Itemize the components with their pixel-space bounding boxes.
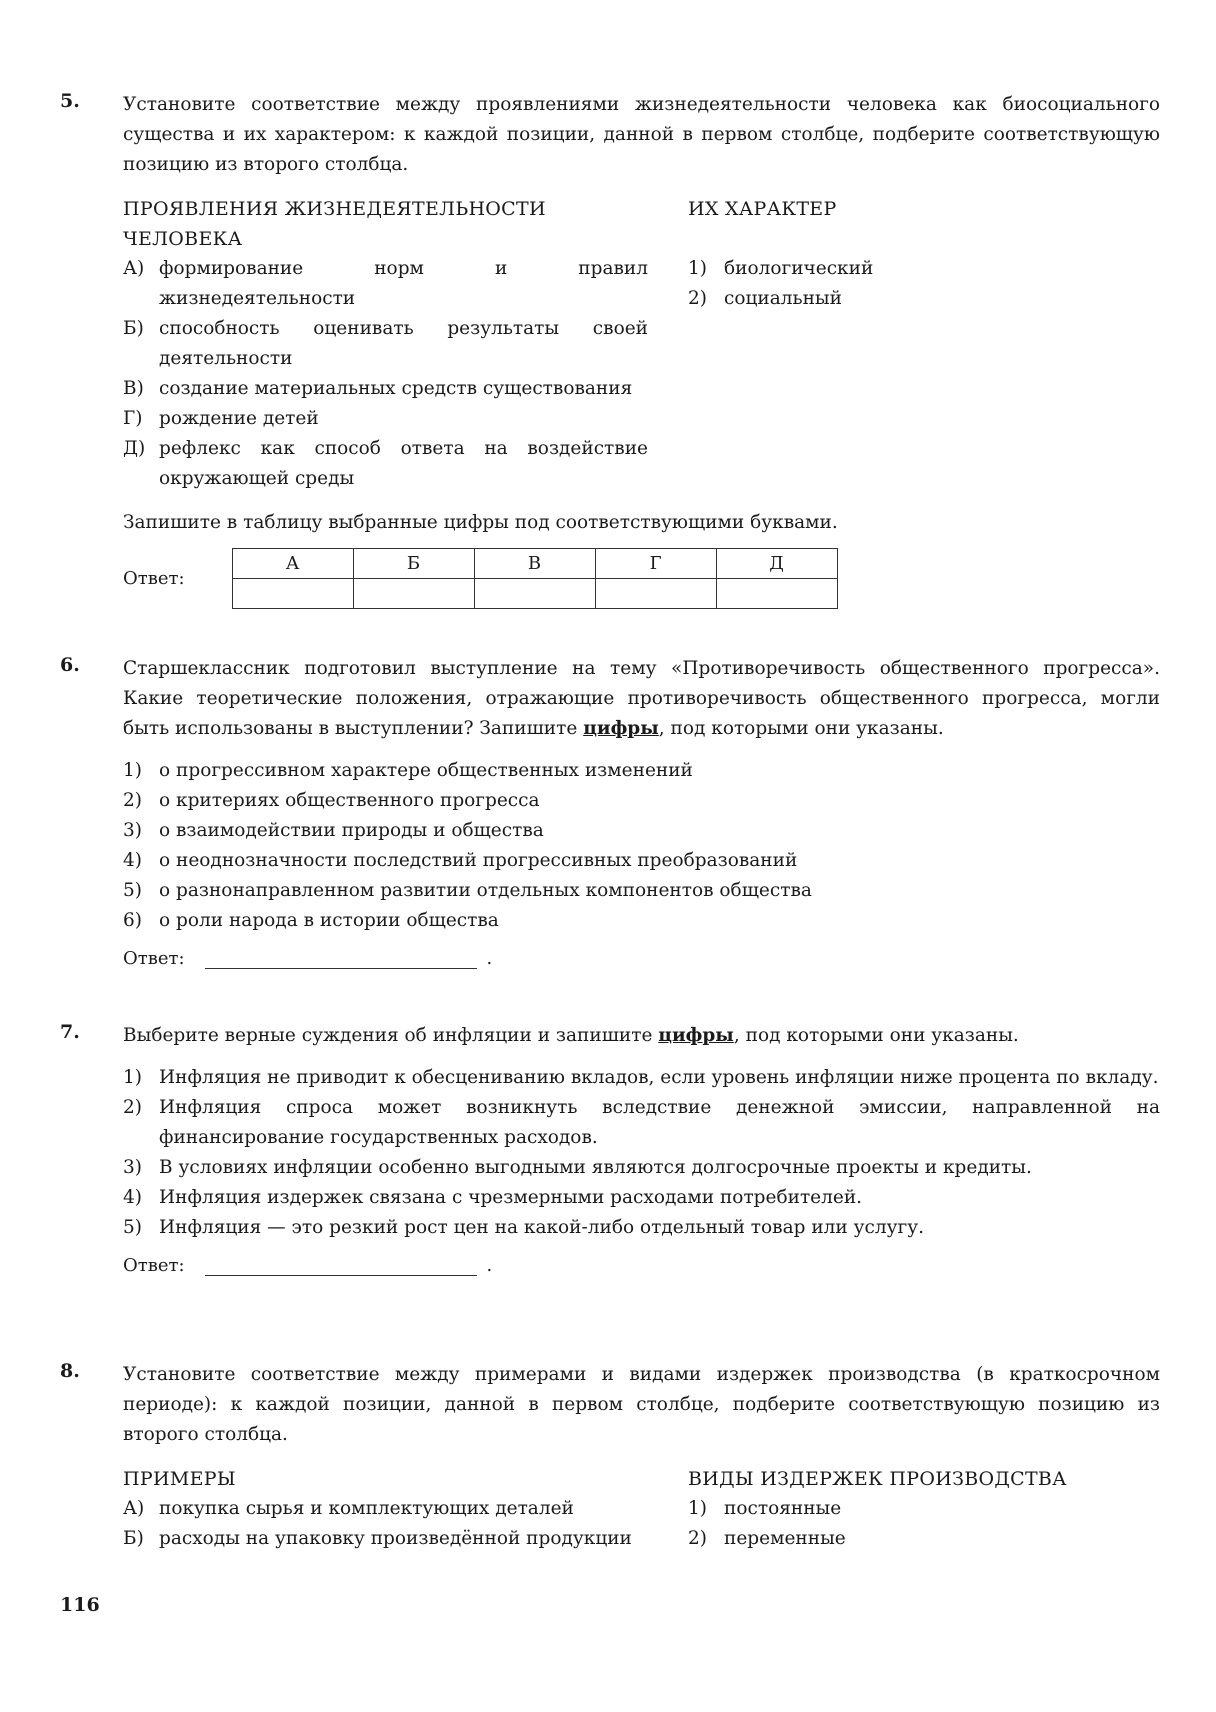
task-stem: Установите соответствие между проявлениями жизнедеятельности человека как биосоциального существа и их характером: к каждой позиции, данной в первом столбце, подберите соответствующую позицию из второго столбца. xyxy=(123,94,1160,175)
answer-label: Ответ: xyxy=(123,1255,185,1276)
stem-bold: цифры xyxy=(583,718,659,739)
item-label: Б) xyxy=(123,318,144,339)
right-column-heading: ВИДЫ ИЗДЕРЖЕК ПРОИЗВОДСТВА xyxy=(688,1468,1067,1490)
answer-cell-d[interactable] xyxy=(716,579,837,609)
task-number: 6. xyxy=(60,654,80,676)
task-6 xyxy=(60,654,1160,969)
item-text: социальный xyxy=(724,288,842,309)
item-text: Инфляция не приводит к обесцениванию вкладов, если уровень инфляции ниже процента по вкладу. xyxy=(159,1067,1159,1088)
item-text: о неоднозначности последствий прогрессивных преобразований xyxy=(159,850,798,871)
task-stem: Установите соответствие между примерами и видами издержек производства (в краткосрочном периоде): к каждой позиции, данной в первом столбце, подберите соответствующую позицию из второго столбца. xyxy=(123,1364,1160,1445)
list-item xyxy=(123,876,1160,906)
item-label: Б) xyxy=(123,1528,144,1549)
list-item xyxy=(123,404,648,434)
item-label: Д) xyxy=(123,438,146,459)
item-text: расходы на упаковку произведённой продукции xyxy=(159,1528,632,1549)
task-number: 8. xyxy=(60,1360,80,1382)
item-text: переменные xyxy=(724,1528,846,1549)
answer-area xyxy=(123,548,1160,609)
task-number: 7. xyxy=(60,1021,80,1043)
list-item xyxy=(123,374,648,404)
list-item xyxy=(123,254,648,314)
item-label: 2) xyxy=(123,790,142,811)
left-column-heading: ПРИМЕРЫ xyxy=(123,1468,236,1490)
item-label: А) xyxy=(123,1498,145,1519)
answer-field[interactable] xyxy=(205,948,477,969)
item-label: А) xyxy=(123,258,145,279)
list-item xyxy=(688,254,1138,284)
item-text: Инфляция спроса может возникнуть вследствие денежной эмиссии, направленной на финансирование государственных расходов. xyxy=(159,1097,1160,1148)
task-8 xyxy=(60,1360,1160,1554)
item-text: покупка сырья и комплектующих деталей xyxy=(159,1498,574,1519)
item-label: 1) xyxy=(688,1498,707,1519)
item-text: рефлекс как способ ответа на воздействие окружающей среды xyxy=(159,438,648,489)
answer-field[interactable] xyxy=(205,1255,477,1276)
list-item xyxy=(688,284,1138,314)
task-7 xyxy=(60,1021,1160,1276)
matching-columns xyxy=(123,1464,1160,1554)
list-item xyxy=(123,1494,648,1524)
list-item xyxy=(123,1063,1160,1093)
item-text: о взаимодействии природы и общества xyxy=(159,820,544,841)
item-label: 2) xyxy=(123,1097,142,1118)
list-item xyxy=(123,314,648,374)
list-item xyxy=(123,816,1160,846)
matching-columns xyxy=(123,194,1160,494)
stem-text: Старшеклассник подготовил выступление на тему «Противоречивость общественного прогресса». Какие теоретические положения, отражающие противоречивость общественного прогресса, могли быть использованы в выступлении? Запишите xyxy=(123,658,1160,739)
item-label: 4) xyxy=(123,1187,142,1208)
item-text: Инфляция — это резкий рост цен на какой-либо отдельный товар или услугу. xyxy=(159,1217,924,1238)
list-item xyxy=(688,1494,1138,1524)
table-header-cell: Г xyxy=(595,549,716,579)
list-item xyxy=(688,1524,1138,1554)
answer-cell-v[interactable] xyxy=(474,579,595,609)
stem-text: , под которыми они указаны. xyxy=(658,718,944,739)
item-text: о прогрессивном характере общественных изменений xyxy=(159,760,693,781)
item-label: 5) xyxy=(123,1217,142,1238)
item-label: 2) xyxy=(688,1528,707,1549)
stem-bold: цифры xyxy=(658,1025,734,1046)
list-item xyxy=(123,906,1160,936)
item-text: способность оценивать результаты своей деятельности xyxy=(159,318,648,369)
stem-text: , под которыми они указаны. xyxy=(733,1025,1019,1046)
left-column-heading: ПРОЯВЛЕНИЯ ЖИЗНЕДЕЯТЕЛЬНОСТИ ЧЕЛОВЕКА xyxy=(123,198,546,250)
answer-area xyxy=(123,948,1160,969)
list-item xyxy=(123,1524,648,1554)
list-item xyxy=(123,1153,1160,1183)
table-header-cell: Б xyxy=(353,549,474,579)
options-list xyxy=(123,1063,1160,1243)
item-label: 3) xyxy=(123,820,142,841)
item-text: о критериях общественного прогресса xyxy=(159,790,540,811)
list-item xyxy=(123,786,1160,816)
answer-table xyxy=(232,548,838,609)
list-item xyxy=(123,1093,1160,1153)
answer-cell-b[interactable] xyxy=(353,579,474,609)
answer-dot: . xyxy=(486,948,493,969)
list-item xyxy=(123,434,648,494)
list-item xyxy=(123,1183,1160,1213)
list-item xyxy=(123,756,1160,786)
item-text: В условиях инфляции особенно выгодными являются долгосрочные проекты и кредиты. xyxy=(159,1157,1032,1178)
answer-dot: . xyxy=(486,1255,493,1276)
item-text: Инфляция издержек связана с чрезмерными расходами потребителей. xyxy=(159,1187,863,1208)
item-label: 5) xyxy=(123,880,142,901)
item-text: о роли народа в истории общества xyxy=(159,910,499,931)
answer-cell-a[interactable] xyxy=(232,579,353,609)
stem-text: Выберите верные суждения об инфляции и запишите xyxy=(123,1025,659,1046)
item-text: биологический xyxy=(724,258,874,279)
page-number: 116 xyxy=(60,1594,100,1616)
item-label: 1) xyxy=(123,1067,142,1088)
item-label: 2) xyxy=(688,288,707,309)
item-label: В) xyxy=(123,378,144,399)
list-item xyxy=(123,1213,1160,1243)
right-column-heading: ИХ ХАРАКТЕР xyxy=(688,198,837,220)
table-header-cell: Д xyxy=(716,549,837,579)
item-text: постоянные xyxy=(724,1498,842,1519)
task-stem xyxy=(123,1021,1160,1051)
table-header-cell: А xyxy=(232,549,353,579)
answer-cell-g[interactable] xyxy=(595,579,716,609)
item-label: Г) xyxy=(123,408,143,429)
task-stem xyxy=(123,654,1160,744)
item-label: 6) xyxy=(123,910,142,931)
item-text: рождение детей xyxy=(159,408,319,429)
item-label: 4) xyxy=(123,850,142,871)
options-list xyxy=(123,756,1160,936)
answer-label: Ответ: xyxy=(123,948,185,969)
item-label: 3) xyxy=(123,1157,142,1178)
list-item xyxy=(123,846,1160,876)
item-label: 1) xyxy=(123,760,142,781)
instruction: Запишите в таблицу выбранные цифры под соответствующими буквами. xyxy=(123,512,838,533)
task-number: 5. xyxy=(60,90,80,112)
answer-label: Ответ: xyxy=(123,568,185,589)
answer-area xyxy=(123,1255,1160,1276)
item-label: 1) xyxy=(688,258,707,279)
task-5 xyxy=(60,90,1160,609)
item-text: о разнонаправленном развитии отдельных компонентов общества xyxy=(159,880,812,901)
item-text: формирование норм и правил жизнедеятельности xyxy=(159,258,648,309)
table-header-cell: В xyxy=(474,549,595,579)
item-text: создание материальных средств существования xyxy=(159,378,633,399)
